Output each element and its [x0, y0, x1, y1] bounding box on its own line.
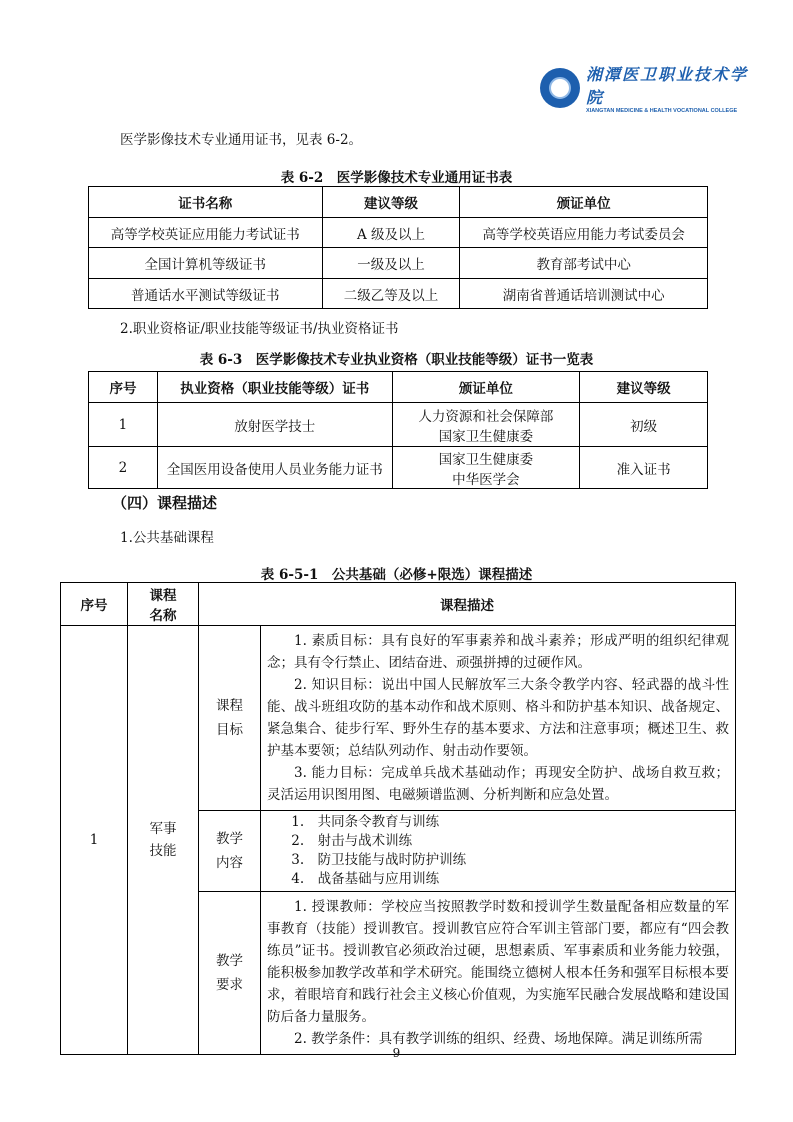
- req-item: 1. 授课教师：学校应当按照教学时数和授训学生数量配备相应数量的军事教育（技能）授训教官。授训教官应符合军训主管部门要，都应有“四会教练员”证书。授训教官必须政治过硬，思想素质、军事素质和业务能力较强，能积极参加教学改革和学术研究。能围绕立德树人根本任务和强军目标根本要求，着眼培育和践行社会主义核心价值观，为实施军民融合发展战略和建设国防后备力量服务。: [267, 899, 729, 1025]
- content-item: 3. 防卫技能与战时防护训练: [291, 852, 467, 868]
- page-number: 9: [392, 1046, 401, 1060]
- table-row: [89, 447, 708, 489]
- table-6-3: [88, 371, 708, 489]
- table-row: [89, 403, 708, 447]
- table651-caption: 表 6-5-1 公共基础（必修+限选）课程描述: [260, 567, 533, 583]
- cell: 全国计算机等级证书: [89, 248, 323, 279]
- section-heading: （四）课程描述: [112, 494, 218, 512]
- label-line: 目标: [216, 722, 243, 738]
- college-logo: [540, 65, 760, 114]
- content-item: 2. 射击与战术训练: [291, 833, 413, 849]
- label-line: 要求: [216, 977, 243, 993]
- header-name: [128, 583, 199, 626]
- header-level: 建议等级: [322, 187, 460, 218]
- cell: 教育部考试中心: [460, 248, 708, 279]
- label-line: 内容: [216, 855, 243, 871]
- header-org: 颁证单位: [460, 187, 708, 218]
- cell: 全国医用设备使用人员业务能力证书: [157, 447, 392, 489]
- logo-en: XIANGTAN MEDICINE & HEALTH VOCATIONAL COLLEGE: [586, 108, 738, 114]
- college-seal-icon: [540, 68, 580, 108]
- goal-item: 3. 能力目标：完成单兵战术基础动作；再现安全防护、战场自救互救；灵活运用识图用图、电磁频谱监测、分析判断和应急处置。: [267, 765, 729, 803]
- header-cert: 执业资格（职业技能等级）证书: [157, 372, 392, 403]
- header-desc: 课程描述: [199, 583, 736, 626]
- cell: 1: [89, 403, 158, 447]
- reqs-cell: [261, 892, 736, 1055]
- header-name-line: 名称: [149, 608, 177, 624]
- org-line: 中华医学会: [452, 471, 520, 488]
- label-line: 教学: [216, 831, 243, 847]
- cell: 放射医学技士: [157, 403, 392, 447]
- cell: 初级: [580, 403, 708, 447]
- content-label: [199, 811, 261, 892]
- header-no: 序号: [61, 583, 128, 626]
- cell: [392, 403, 580, 447]
- header-no: 序号: [89, 372, 158, 403]
- header-cert: 证书名称: [89, 187, 323, 218]
- label-line: 课程: [216, 698, 243, 714]
- course-name-line: 军事: [149, 821, 177, 837]
- header-name-line: 课程: [149, 588, 177, 604]
- req-label: [199, 892, 261, 1055]
- course-no: 1: [61, 626, 128, 1055]
- cell: 二级乙等及以上: [322, 279, 460, 309]
- cell: 高等学校英语应用能力考试委员会: [460, 218, 708, 248]
- goal-item: 2. 知识目标：说出中国人民解放军三大条令教学内容、轻武器的战斗性能、战斗班组攻防的基本动作和战术原则、格斗和防护基本知识、战备规定、紧急集合、徒步行军、野外生存的基本要求、方法和注意事项；概述卫生、救护基本要领；总结队列动作、射击动作要领。: [267, 677, 729, 759]
- intro-text: 医学影像技术专业通用证书，见表 6-2。: [120, 132, 363, 148]
- content-item: 4. 战备基础与应用训练: [291, 871, 440, 887]
- cell: A 级及以上: [322, 218, 460, 248]
- goal-item: 1. 素质目标：具有良好的军事素养和战斗素养；形成严明的组织纪律观念；具有令行禁止、团结奋进、顽强拼搏的过硬作风。: [267, 633, 729, 671]
- goals-cell: [261, 626, 736, 811]
- req-item: 2. 教学条件：具有教学训练的组织、经费、场地保障。满足训练所需: [294, 1031, 703, 1047]
- table-6-2: [88, 186, 708, 309]
- table-row: [89, 218, 708, 248]
- cell: 普通话水平测试等级证书: [89, 279, 323, 309]
- content-item: 1. 共同条令教育与训练: [291, 814, 440, 830]
- goal-label: [199, 626, 261, 811]
- org-line: 国家卫生健康委: [438, 451, 534, 468]
- cell: [392, 447, 580, 489]
- org-line: 国家卫生健康委: [438, 428, 534, 445]
- section2-text: 2.职业资格证/职业技能等级证书/执业资格证书: [120, 321, 399, 337]
- logo-cn: 湘潭医卫职业技术学院: [586, 65, 749, 107]
- contents-cell: [261, 811, 736, 892]
- label-line: 教学: [216, 953, 243, 969]
- cell: 湖南省普通话培训测试中心: [460, 279, 708, 309]
- header-level: 建议等级: [580, 372, 708, 403]
- subsection-text: 1.公共基础课程: [120, 530, 214, 546]
- cell: 2: [89, 447, 158, 489]
- course-name-line: 技能: [149, 843, 177, 859]
- table63-caption: 表 6-3 医学影像技术专业执业资格（职业技能等级）证书一览表: [199, 352, 594, 368]
- course-name: [128, 626, 199, 1055]
- cell: 高等学校英证应用能力考试证书: [89, 218, 323, 248]
- table-row: [89, 248, 708, 279]
- table62-caption: 表 6-2 医学影像技术专业通用证书表: [280, 170, 513, 186]
- cell: 准入证书: [580, 447, 708, 489]
- org-line: 人力资源和社会保障部: [418, 408, 554, 425]
- table-6-5-1: [60, 582, 736, 1055]
- table-row: [89, 279, 708, 309]
- cell: 一级及以上: [322, 248, 460, 279]
- header-org: 颁证单位: [392, 372, 580, 403]
